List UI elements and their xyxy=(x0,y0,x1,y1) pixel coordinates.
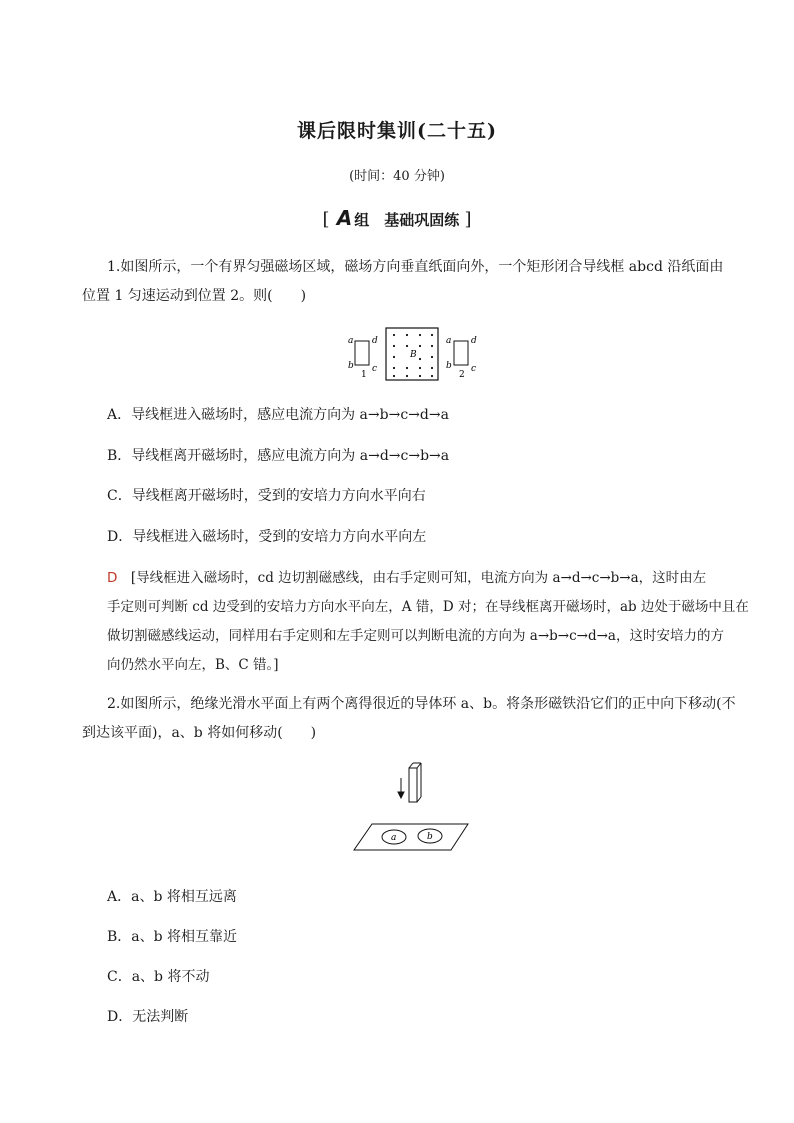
q1-option-b: B．导线框离开磁场时，感应电流方向为 a→d→c→b→a xyxy=(107,448,450,464)
q1-stem-line2: 位置 1 匀速运动到位置 2。则( ) xyxy=(82,288,307,304)
q1-option-d: D．导线框进入磁场时，受到的安培力方向水平向左 xyxy=(107,529,427,545)
q2-option-b: B．a、b 将相互靠近 xyxy=(107,929,238,945)
q1-answer-line3: 做切割磁感线运动，同样用右手定则和左手定则可以判断电流的方向为 a→b→c→d→a，这时安培力的方 xyxy=(107,628,724,644)
frame1-d: d xyxy=(372,336,378,346)
q2-option-d: D．无法判断 xyxy=(107,1009,189,1025)
ring-b-label: b xyxy=(427,832,433,842)
q1-option-a: A．导线框进入磁场时，感应电流方向为 a→b→c→d→a xyxy=(107,407,449,423)
down-arrow-icon xyxy=(398,778,404,798)
q1-answer-line1: D [导线框进入磁场时，cd 边切割磁感线，由右手定则可知，电流方向为 a→d→c→b→a，这时由左 xyxy=(107,570,707,586)
page-title: 课后限时集训(二十五) xyxy=(297,120,497,142)
q1-stem xyxy=(82,253,724,311)
q1-answer xyxy=(107,564,749,680)
q2-option-a: A．a、b 将相互远离 xyxy=(107,889,237,905)
q2-figure xyxy=(350,760,472,854)
q1-answer-line4: 向仍然水平向左，B、C 错。] xyxy=(107,657,279,673)
q1-stem-line1: 1.如图所示，一个有界匀强磁场区域，磁场方向垂直纸面向外，一个矩形闭合导线框 abcd 沿纸面由 xyxy=(107,259,724,275)
ring-a-label: a xyxy=(391,833,397,843)
q1-answer-letter: D xyxy=(107,570,118,586)
frame-1 xyxy=(355,341,369,365)
q2-option-c: C．a、b 将不动 xyxy=(107,969,210,985)
frame1-c: c xyxy=(372,364,378,374)
section-bracket-close: ] xyxy=(464,209,472,230)
q2-stem xyxy=(82,690,736,748)
q2-stem-line1: 2.如图所示，绝缘光滑水平面上有两个离得很近的导体环 a、b。将条形磁铁沿它们的正中向下移动(不 xyxy=(107,696,736,712)
time-note: (时间：40 分钟) xyxy=(349,169,445,184)
frame-2 xyxy=(454,341,468,365)
q1-answer-line2: 手定则可判断 cd 边受到的安培力方向水平向左，A 错，D 对；在导线框离开磁场时，ab 边处于磁场中且在 xyxy=(107,599,749,615)
q1-figure xyxy=(340,326,480,386)
bar-magnet xyxy=(409,763,421,802)
section-label: 组 基础巩固练 xyxy=(354,211,460,229)
q2-stem-line2: 到达该平面)，a、b 将如何移动( ) xyxy=(82,725,317,741)
horizontal-plane xyxy=(354,824,468,850)
frame1-b: b xyxy=(348,361,354,371)
frame2-pos: 2 xyxy=(459,370,465,380)
q1-option-c: C．导线框离开磁场时，受到的安培力方向水平向右 xyxy=(107,488,426,504)
frame1-a: a xyxy=(348,336,354,346)
frame2-d: d xyxy=(471,336,477,346)
field-label: B xyxy=(410,350,417,360)
section-bracket-open: [ xyxy=(322,209,330,230)
frame2-c: c xyxy=(471,364,477,374)
frame1-pos: 1 xyxy=(361,370,367,380)
frame2-a: a xyxy=(446,336,452,346)
frame2-b: b xyxy=(446,361,452,371)
section-heading xyxy=(0,206,794,230)
section-letter: A xyxy=(336,206,353,230)
